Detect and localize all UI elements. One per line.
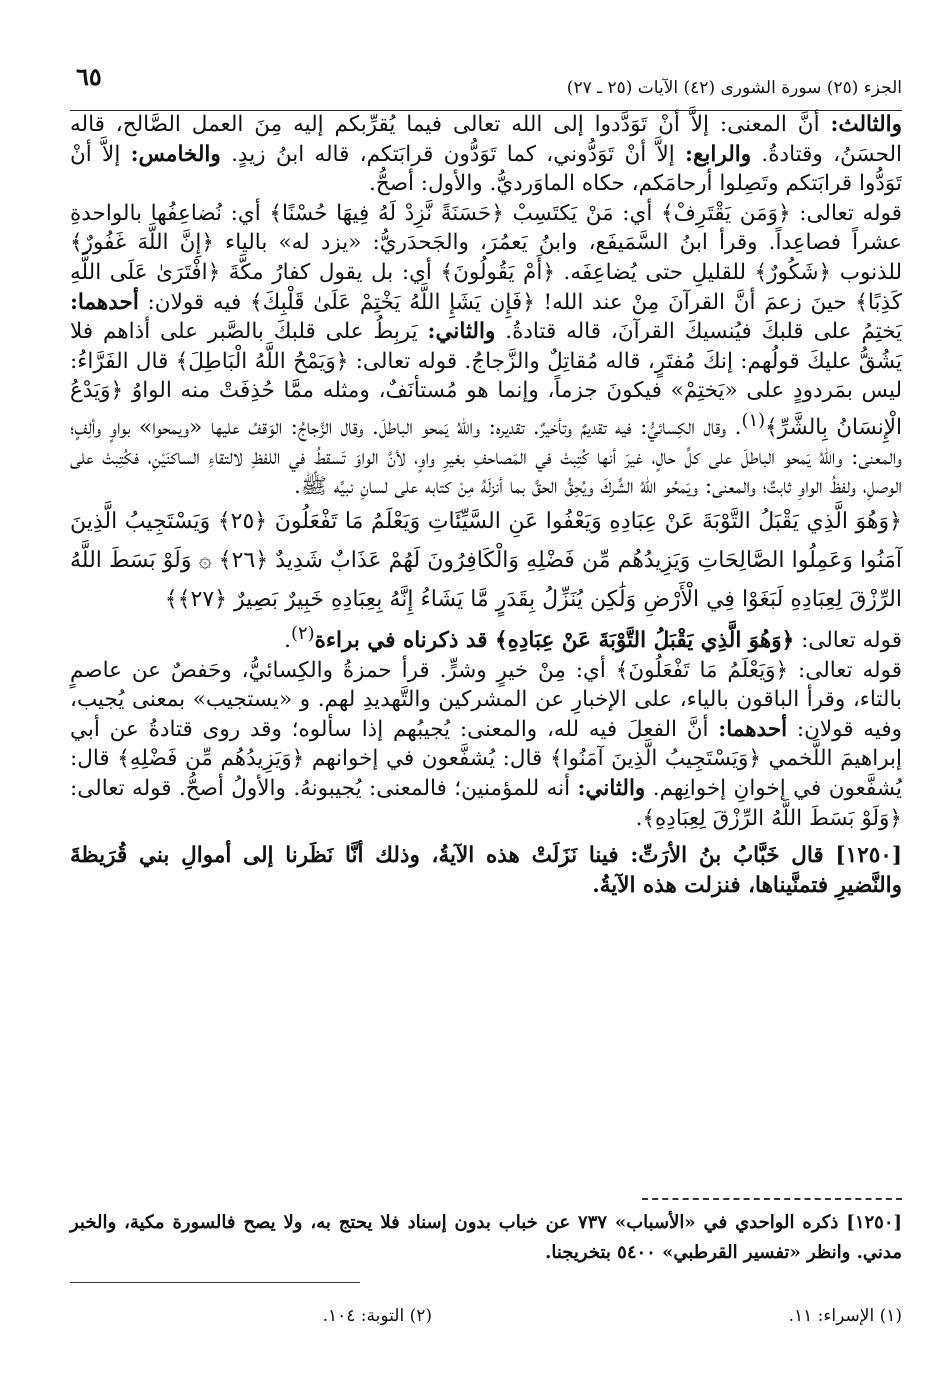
text-run: . — [284, 628, 291, 654]
text-run: أي: مَنْ يَكتَسِبْ — [503, 200, 661, 226]
text-run: أي: نُضاعِفُها بالواحدةِ عشراً فصاعِداً. وقرأ ابنُ السَّمَيفَع، وابنُ يَعمُرَ، والجَحدَريُّ: «يزد له» بالياء — [70, 200, 902, 256]
paragraph-third-fourth-fifth-opinions — [70, 110, 902, 199]
page-number: ٦٥ — [76, 62, 102, 91]
bold-label: والخامس: — [130, 141, 221, 167]
footnote-marker: (٢) — [290, 622, 315, 644]
bold-label: أحدهما: — [718, 716, 788, 742]
footnote-1: (١) الإسراء: ١١. — [788, 1306, 902, 1326]
paragraph-commentary-26 — [70, 656, 902, 834]
running-title: الجزء (٢٥) سورة الشورى (٤٢) الآيات (٢٥ ـ ٢٧) — [566, 78, 902, 98]
takhrij-ref-number: [١٢٥٠] — [846, 1212, 903, 1233]
quran-quote: ﴿حَسَنَةً نَّزِدْ لَهُ فِيهَا حُسْنًا﴾ — [269, 200, 504, 226]
text-run: قال الفَرَّاءُ: ليس بمَردودٍ على «يَختِمْ» فيكونَ جزماً، وإنما هو مُستأنَفٌ، ومثله ممَّا حُذِفَتْ منه الواوُ — [70, 348, 902, 404]
text-run: يَربِطُ على قلبكَ بالصَّبر على أذاهم فلا يَشُقُّ عليكَ قولُهم: إنكَ مُفتَرٍ، قاله مُقاتِلٌ والزَّجاجُ. قوله تعالى: — [70, 319, 902, 374]
text-run: قوله تعالى: — [788, 657, 902, 683]
dashed-separator — [642, 1198, 902, 1200]
text-run: حينَ زعمَ أنَّ القرآنَ مِنْ عند الله! — [534, 289, 856, 315]
text-run: قوله تعالى: — [794, 628, 902, 654]
bold-label: أحدهما: — [70, 289, 139, 315]
text-run: أي: بل يقول كفارُ مكَّةَ — [220, 259, 441, 285]
text-run: للذنوب — [831, 259, 903, 285]
quran-quote: ﴿وَيَدْعُ الْإِنسَانُ بِالشَّرِّ﴾ — [70, 378, 902, 441]
text-run: قد ذكرناه في براءة — [314, 628, 495, 654]
page-header — [70, 58, 902, 98]
text-run: أي: مِنْ خيرٍ وشرٍّ. قرأ حمزةُ والكِسائيُّ، وحَفصٌ عن عاصمٍ بالتاء، وقرأ الباقون بالياء، على الإخبارِ عن المشركين والتَّهديدِ لهم. و «يستجيب» بمعنى يُجيب، وفيه قولان: — [70, 657, 902, 742]
bold-label: والرابع: — [685, 141, 752, 167]
quran-quote: ﴿أَمْ يَقُولُونَ﴾ — [440, 259, 555, 285]
quran-quote: ﴿وَهُوَ الَّذِي يَقْبَلُ التَّوْبَةَ عَنْ عِبَادِهِ﴾ — [494, 628, 795, 654]
footnote-rule — [70, 1282, 360, 1283]
text-run: أنَّ الفعلَ فيه لله، والمعنى: يُجيبُهم إذا سألوه؛ وقد روى قتادةُ عن أبي إبراهيمَ اللَّخمي — [70, 716, 903, 772]
text-run: . — [635, 805, 643, 831]
text-run: إلاَّ أنْ تَوَدُّوا قرابَتكم وتَصِلوا أرحامَكم، حكاه الماوَرديُّ. والأول: أصحُّ. — [70, 141, 902, 197]
bold-label: والثاني: — [577, 776, 646, 801]
bold-label: والثالث: — [830, 112, 902, 137]
paragraph-commentary-25 — [70, 619, 902, 656]
takhrij-text: ذكره الواحدي في «الأسباب» ٧٣٧ عن خباب بدون إسناد فلا يحتج به، ولا يصح فالسورة مكية، والخبر مدني. وانظر «تفسير القرطبي» ٥٤٠٠ بتخريجنا. — [70, 1212, 902, 1263]
quran-quote: ﴿وَيَسْتَجِيبُ الَّذِينَ آمَنُوا﴾ — [549, 746, 762, 772]
quran-quote: ﴿وَيَزِيدُهُم مِّن فَضْلِهِ﴾ — [117, 746, 305, 772]
paragraph-hadith-1250 — [70, 841, 902, 900]
footnote-2: (٢) التوبة: ١٠٤. — [322, 1306, 432, 1326]
text-run: يَختِمُ على قلبكَ فيُنسيكَ القرآنَ، قاله قتادةُ. — [495, 319, 902, 345]
text-run: فيه قولان: — [138, 289, 250, 315]
quran-quote: ﴿شَكُورٌ﴾ — [754, 259, 832, 285]
footnote-marker: (١) — [741, 409, 766, 431]
text-run: قال: يُشفَّعون في إخوانهم — [304, 746, 550, 772]
text-run: أنه للمؤمنين؛ فالمعنى: يُجيبونهُ. والأولُ أصحُّ. قوله تعالى: — [70, 776, 578, 801]
hadith-ref-number: [١٢٥٠] — [835, 843, 902, 869]
text-run: . وقال الكِسائيُّ: فيه تقديمٌ وتأخيرٌ. تقديره: واللهُ يَمحو الباطلَ. وقال الزَّجاجُ: الوَقفُ عليها «ويمحوا» بواوٍ وألِفٍ؛ والمعنى: واللهُ يَمحو الباطلَ على كلِّ حالٍ، غيرَ أنها كُتِبتْ في المَصاحفِ بغيرِ واوٍ، لأنَّ الواوَ تَسقطُ في اللفظِ لالتقاءِ الساكنَيْنِ، فكُتِبتْ على الوصلِ، ولفظُ الواوِ ثابتٌ؛ والمعنى: ويَمحُو اللهُ الشِّركَ ويُحِقُّ الحقَّ بما أنزلَهُ مِنْ كتابه على لسانِ نبيِّه ﷺ. — [70, 415, 902, 500]
main-text — [70, 110, 902, 900]
bold-label: والثاني: — [427, 319, 496, 345]
quran-quote: ﴿افْتَرَىٰ عَلَى اللَّهِ كَذِبًا﴾ — [70, 259, 902, 315]
quran-quote: ﴿فَإِن يَشَإِ اللَّهُ يَخْتِمْ عَلَىٰ قَلْبِكَ﴾ — [249, 289, 535, 315]
takhrij-note — [70, 1208, 902, 1268]
text-run: للقليلِ حتى يُضاعِفَه. — [554, 259, 755, 285]
quran-verses-25-27: ﴿وَهُوَ الَّذِي يَقْبَلُ التَّوْبَةَ عَنْ عِبَادِهِ وَيَعْفُوا عَنِ السَّيِّئَاتِ وَيَعْلَمُ مَا تَفْعَلُونَ ﴿٢٥﴾ وَيَسْتَجِيبُ الَّذِينَ آمَنُوا وَعَمِلُوا الصَّالِحَاتِ وَيَزِيدُهُم مِّن فَضْلِهِ وَالْكَافِرُونَ لَهُمْ عَذَابٌ شَدِيدٌ ﴿٢٦﴾ ۞ وَلَوْ بَسَطَ اللَّهُ الرِّزْقَ لِعِبَادِهِ لَبَغَوْا فِي الْأَرْضِ وَلَٰكِن يُنَزِّلُ بِقَدَرٍ مَّا يَشَاءُ إِنَّهُ بِعِبَادِهِ خَبِيرٌ بَصِيرٌ ﴿٢٧﴾﴾ — [70, 508, 902, 612]
paragraph-commentary-23-24 — [70, 199, 902, 502]
text-run: قال خَبَّابُ بنُ الأرَتِّ: فينا نَزَلَتْ هذه الآيةُ، وذلك أنَّا نَظَرنا إلى أموالِ بني قُرَيظةَ والنَّضيرِ فتمنَّيناها، فنزلت هذه الآيةُ. — [70, 843, 902, 898]
quran-quote: ﴿وَلَوْ بَسَطَ اللَّهُ الرِّزْقَ لِعِبَادِهِ﴾ — [642, 805, 902, 831]
text-run: قوله تعالى: — [790, 200, 902, 226]
quran-quote: ﴿وَيَعْلَمُ مَا تَفْعَلُونَ﴾ — [615, 657, 789, 683]
book-page — [70, 40, 902, 1360]
text-run: أنَّ المعنى: إلاَّ أنْ تَوَدَّدوا إلى الله تعالى فيما يُقرِّبكم إليه مِنَ العمل الصَّالح، قاله الحسَنُ، وقتادةُ. — [70, 112, 902, 167]
quran-quote: ﴿وَيَمْحُ اللَّهُ الْبَاطِلَ﴾ — [175, 348, 349, 374]
quran-quote: ﴿وَمَن يَقْتَرِفْ﴾ — [661, 200, 791, 226]
text-run: إلاَّ أنْ تَوَدُّوني، كما تَوَدُّون قرابَتكم، قاله ابنُ زيدٍ. — [220, 141, 686, 167]
quran-quote: ﴿إِنَّ اللَّهَ غَفُورٌ﴾ — [70, 230, 214, 256]
text-run: قال: يُشفَّعون في إخوانِ إخوانِهم. — [70, 746, 903, 801]
